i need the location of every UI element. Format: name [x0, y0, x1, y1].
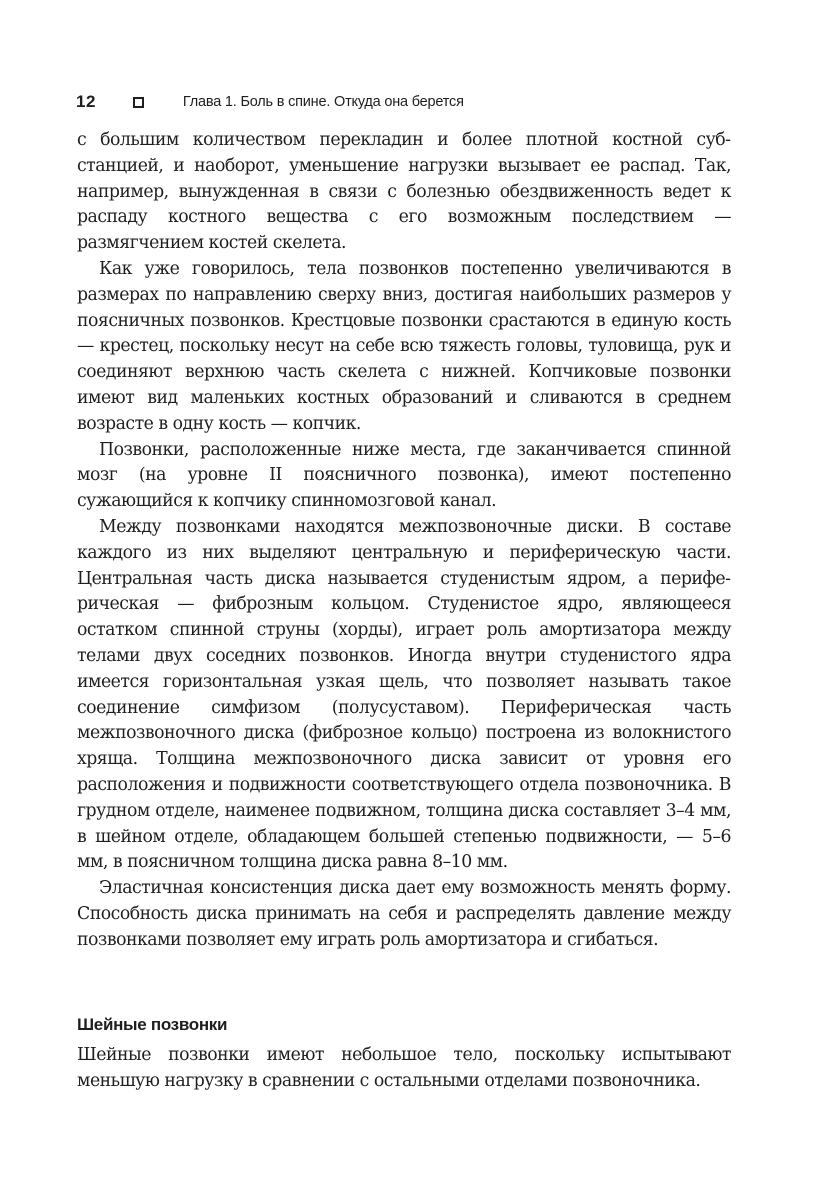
square-bullet-icon: [133, 97, 144, 108]
running-header: [76, 89, 464, 115]
section-heading: Шейные позвонки: [77, 1015, 228, 1034]
body-text: [77, 128, 731, 954]
paragraph-intervertebral-discs: Между позвонками находятся межпозвоночные диски. В составе каждого из них выделяют центральную и периферическую части. Центральная часть диска называется студенистым ядром, а периферическая — фиброзным кольцом. Студенистое ядро, являющееся остатком спинной струны (хорды), играет роль амортизатора между телами двух соседних позвонков. Иногда внутри студенистого ядра имеется горизонтальная узкая щель, что позволяет называть такое соединение симфизом (полусуставом). Периферическая часть межпозвоночного диска (фиброзное кольцо) построена из волокнистого хряща. Толщина межпозвоночного диска зависит от уровня его расположения и подвижности соответствующего отдела позвоночника. В грудном отделе, наименее подвижном, толщина диска составляет 3–4 мм, в шейном отделе, обладающем большей степенью подвижности, — 5–6 мм, в поясничном толщина диска равна 8–10 мм.: [77, 516, 731, 873]
chapter-title: Глава 1. Боль в спине. Откуда она берется: [182, 94, 464, 110]
page-number: 12: [76, 92, 96, 111]
paragraph-disc-elasticity: Эластичная консистенция диска дает ему возможность менять форму. Способность диска принимать на себя и распределять давление между позвонками позволяет ему играть роль амортизатора и сгибаться.: [77, 878, 731, 950]
section-body-text: [77, 1043, 731, 1095]
paragraph-vertebrae-size: Как уже говорилось, тела позвонков постепенно увеличиваются в размерах по направлению сверху вниз, достигая наибольших размеров у поясничных позвонков. Крестцовые позвонки срастаются в единую кость — крестец, поскольку несут на себе всю тяжесть головы, туловища, рук и соединяют верхнюю часть скелета с нижней. Копчиковые позвонки имеют вид маленьких костных образований и сливаются в среднем возрасте в одну кость — копчик.: [77, 258, 731, 434]
paragraph-cervical-vertebrae: Шейные позвонки имеют небольшое тело, поскольку испытывают меньшую нагрузку в сравнении с остальными отделами позвоночника.: [77, 1045, 731, 1091]
paragraph-continued: с большим количеством перекладин и более плотной костной субстанцией, и наоборот, уменьшение нагрузки вызывает ее распад. Так, например, вынужденная в связи с болезнью обездвиженность ведет к распаду костного вещества с его возможным последствием — размягчением костей скелета.: [77, 130, 731, 254]
paragraph-spinal-canal: Позвонки, расположенные ниже места, где заканчивается спинной мозг (на уровне II поясничного позвонка), имеют постепенно сужающийся к копчику спинномозговой канал.: [77, 439, 731, 512]
